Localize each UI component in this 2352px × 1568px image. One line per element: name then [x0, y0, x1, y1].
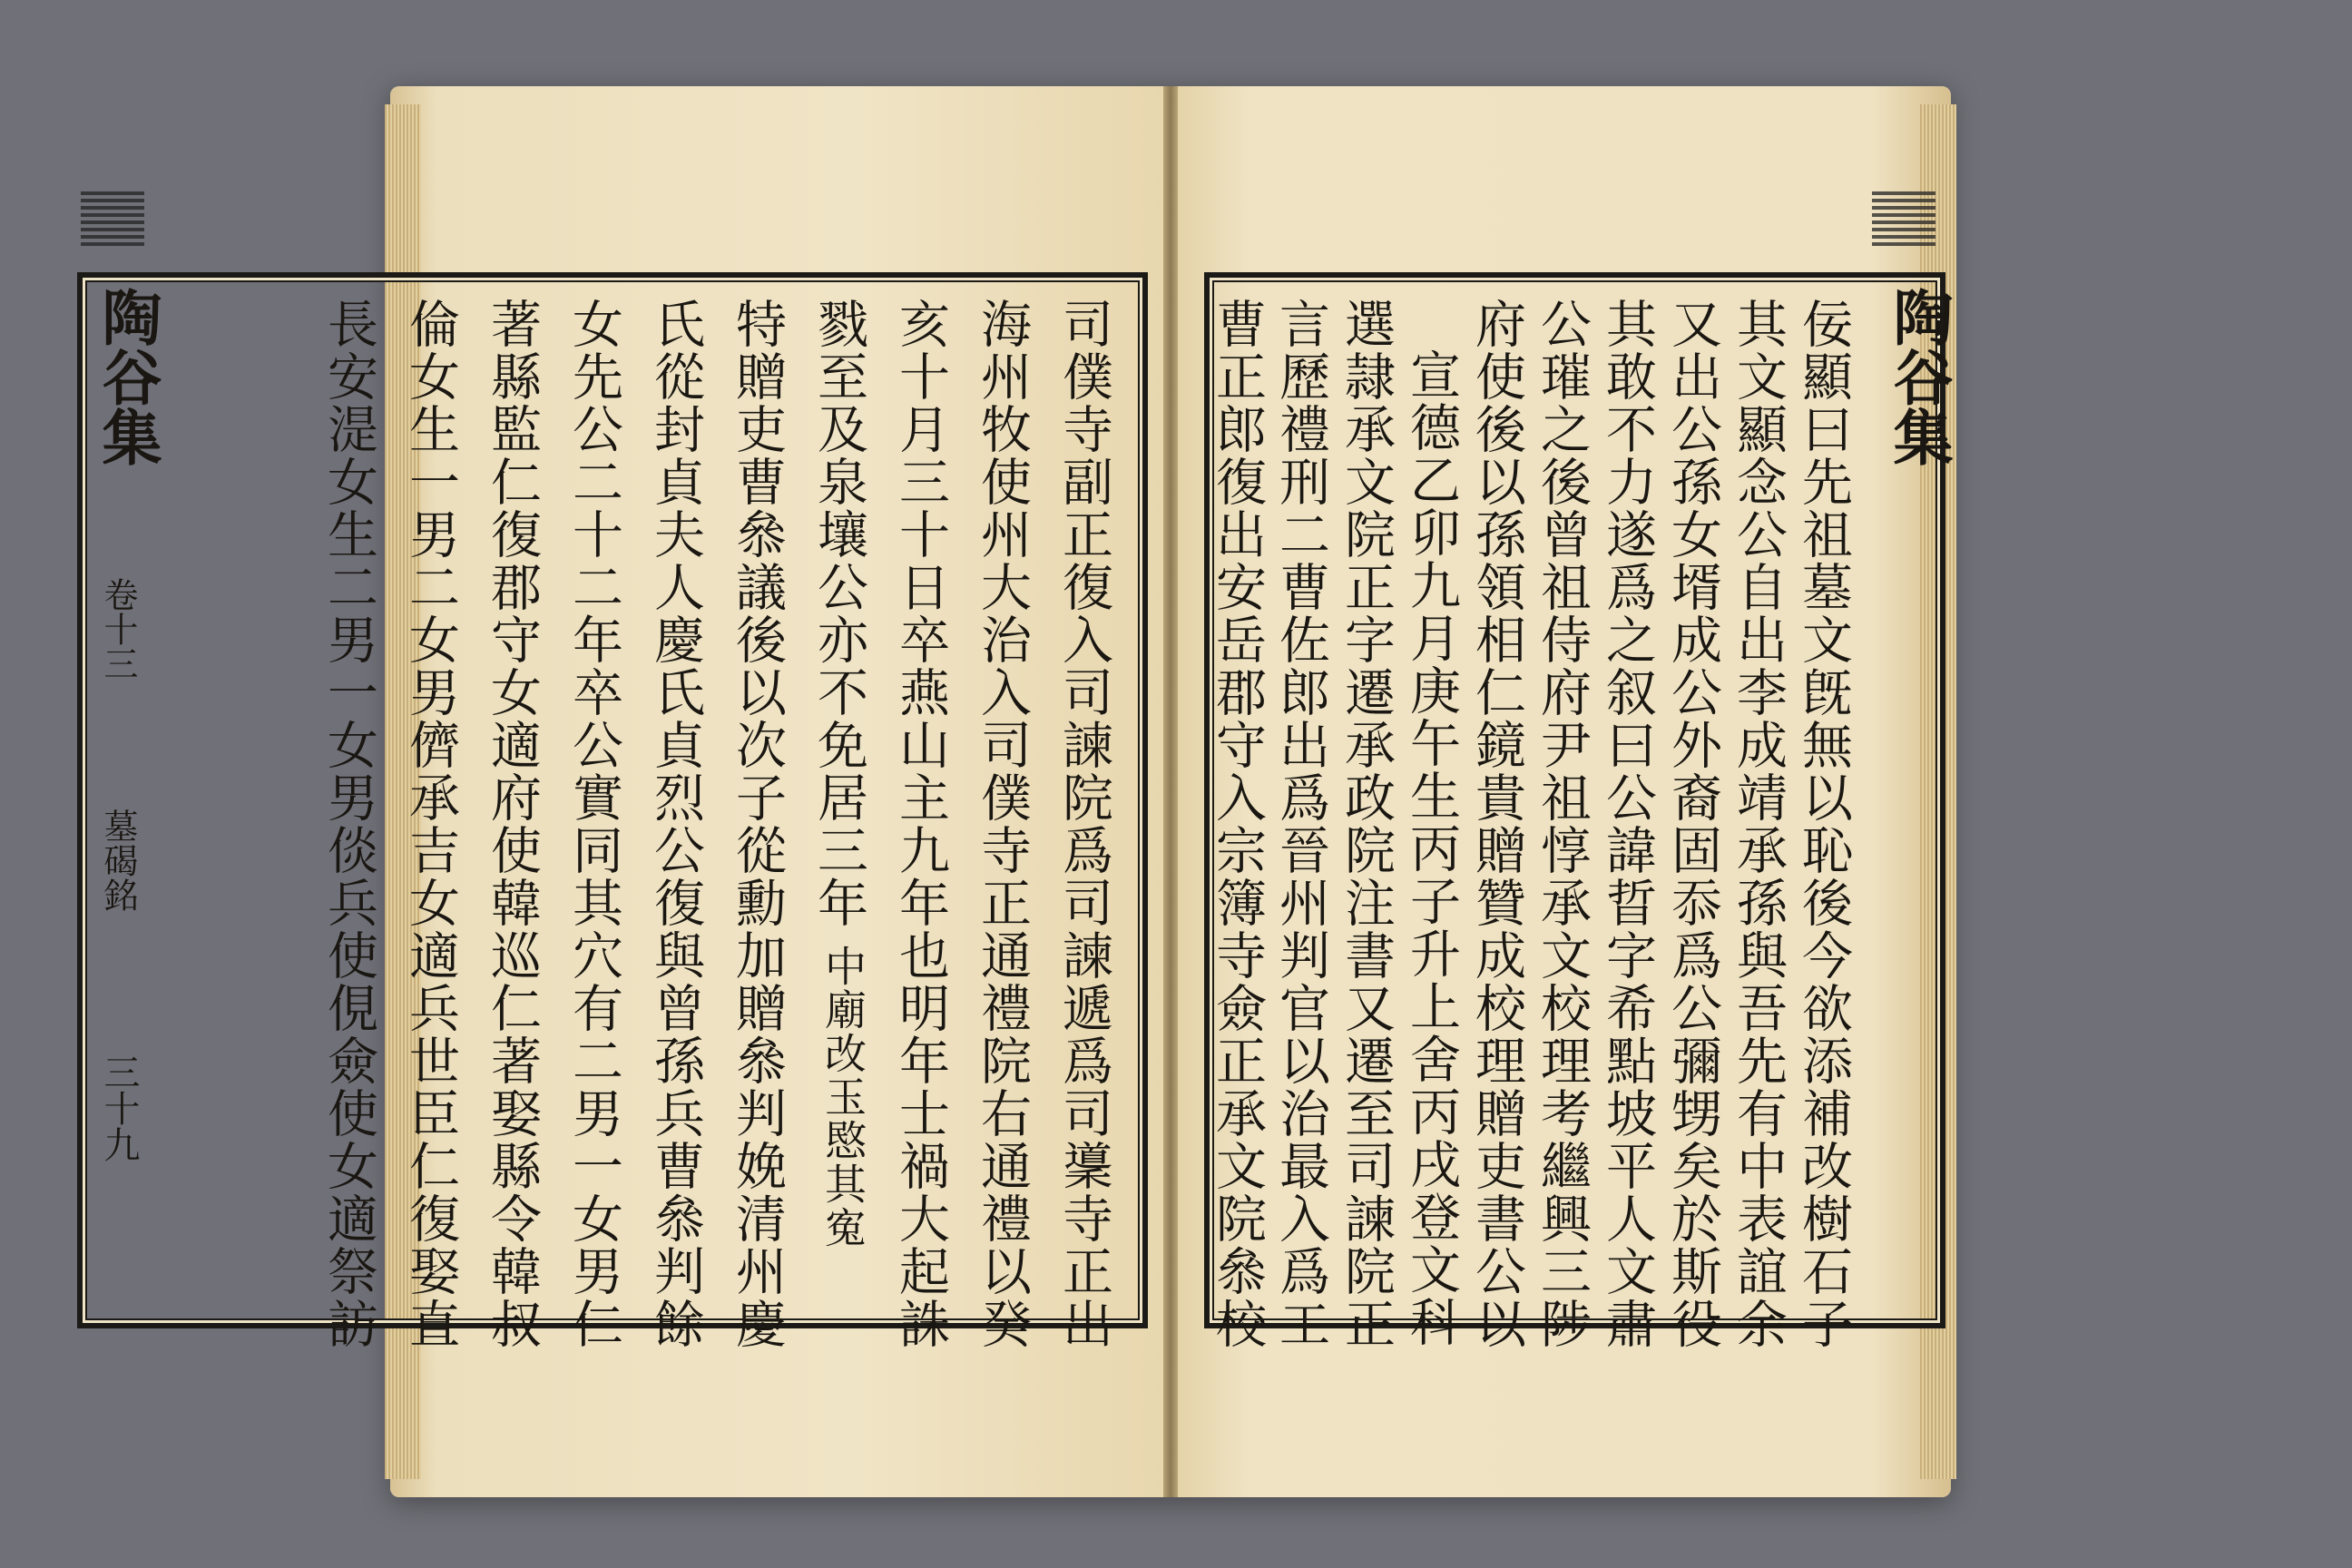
left-column-9: 倫女生一男二女男儕承吉女適兵世臣仁復娶直 — [401, 298, 460, 1350]
fishtail-mark-right — [1872, 191, 1936, 246]
right-column-7: 宣德乙卯九月庚午生丙子升上舍丙戌登文科 — [1402, 348, 1461, 1348]
right-column-2: 其文顯念公自出李成靖承孫與吾先有中表誼余 — [1729, 298, 1788, 1350]
left-column-6: 氏從封貞夫人慶氏貞烈公復與曾孫兵曹叅判餘 — [646, 298, 705, 1350]
left-column-2: 海州牧使州大治入司僕寺正通禮院右通禮以癸 — [973, 298, 1032, 1350]
book-title: 陶谷集 — [92, 287, 162, 466]
fishtail-mark-left — [81, 191, 144, 246]
right-column-6: 府使後以孫領相仁鏡貴贈贊成校理贈吏書公以 — [1467, 298, 1526, 1350]
right-column-5: 公璀之後曾祖侍府尹祖惇承文校理考繼興三陟 — [1533, 298, 1592, 1350]
book-title-right: 陶谷集 — [1883, 287, 1954, 466]
left-column-8: 著縣監仁復郡守女適府使韓巡仁著娶縣令韓叔 — [483, 298, 542, 1350]
right-text-frame — [1204, 272, 1954, 1350]
left-margin-center — [81, 278, 162, 1323]
left-text-frame — [77, 272, 1148, 1350]
right-column-10: 曹正郎復出安岳郡守入宗簿寺僉正承文院叅校 — [1208, 298, 1267, 1350]
right-column-3: 又出公孫女壻成公外裔固忝爲公彌甥矣於斯役 — [1663, 298, 1722, 1350]
left-column-4: 戮至及泉壤公亦不免居三年 — [809, 298, 868, 929]
left-column-4b: 中廟改玉愍其寃 — [818, 945, 867, 1250]
left-column-10: 長安湜女生二男一女男倓兵使俔僉使女適祭訪 — [319, 298, 378, 1350]
right-column-8: 選隷承文院正字遷承政院注書又遷至司諫院正 — [1337, 298, 1396, 1350]
left-column-3: 亥十月三十日卒燕山主九年也明年士禍大起誅 — [891, 298, 950, 1350]
right-margin-center — [1872, 278, 1954, 1323]
folio-number: 三十九 — [98, 1054, 140, 1162]
book-gutter — [1163, 86, 1178, 1497]
left-column-1: 司僕寺副正復入司諫院爲司諫遞爲司䆃寺正出 — [1054, 298, 1113, 1350]
right-column-1: 佞顯曰先祖墓文旣無以恥後今欲添補改樹石子 — [1794, 298, 1853, 1350]
left-column-7: 女先公二十二年卒公實同其穴有二男一女男仁 — [564, 298, 623, 1350]
left-column-5: 特贈吏曹叅議後以次子從勳加贈叅判娩清州慶 — [728, 298, 787, 1350]
right-column-4: 其敢不力遂爲之叙曰公諱晢字希點坡平人文肅 — [1598, 298, 1657, 1350]
right-column-9: 言歷禮刑二曹佐郎出爲晉州判官以治最入爲工 — [1271, 298, 1330, 1350]
section-label: 墓碣銘 — [98, 808, 138, 912]
volume-label: 卷十三 — [98, 577, 138, 681]
